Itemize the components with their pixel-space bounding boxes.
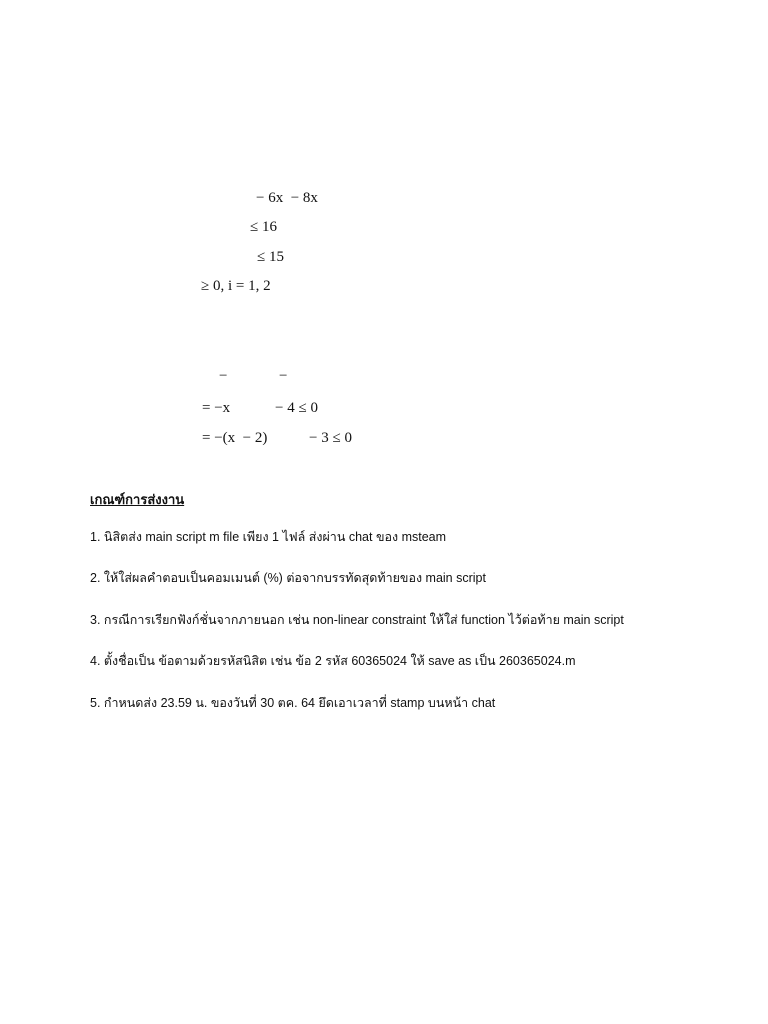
constraint-2: ≤ 15 bbox=[257, 249, 284, 265]
g2-rhs: − 3 ≤ 0 bbox=[309, 430, 352, 446]
constraint-1: ≤ 16 bbox=[250, 219, 277, 235]
criteria-item-1: 1. นิสิตส่ง main script m file เพียง 1 ไฟล์ ส่งผ่าน chat ของ msteam bbox=[90, 530, 447, 544]
variable-bounds: ≥ 0, i = 1, 2 bbox=[201, 278, 271, 294]
header-dash-2: − bbox=[279, 368, 288, 384]
g1-rhs: − 4 ≤ 0 bbox=[275, 400, 318, 416]
g1-lhs: = −x bbox=[202, 400, 231, 416]
criteria-item-2: 2. ให้ใส่ผลคำตอบเป็นคอมเมนต์ (%) ต่อจากบรรทัดสุดท้ายของ main script bbox=[90, 571, 486, 585]
objective-expression: − 6x − 8x bbox=[256, 190, 318, 206]
header-dash-1: − bbox=[219, 368, 228, 384]
g2-lhs: = −(x − 2) bbox=[202, 430, 268, 446]
criteria-item-4: 4. ตั้งชื่อเป็น ข้อตามด้วยรหัสนิสิต เช่น ข้อ 2 รหัส 60365024 ให้ save as เป็น 260365024.m bbox=[90, 654, 576, 668]
criteria-item-5: 5. กำหนดส่ง 23.59 น. ของวันที่ 30 ตค. 64 ยึดเอาเวลาที่ stamp บนหน้า chat bbox=[90, 696, 496, 710]
criteria-title: เกณฑ์การส่งงาน bbox=[90, 492, 185, 507]
criteria-item-3: 3. กรณีการเรียกฟังก์ชั่นจากภายนอก เช่น non-linear constraint ให้ใส่ function ไว้ต่อท้าย main script bbox=[90, 613, 624, 627]
